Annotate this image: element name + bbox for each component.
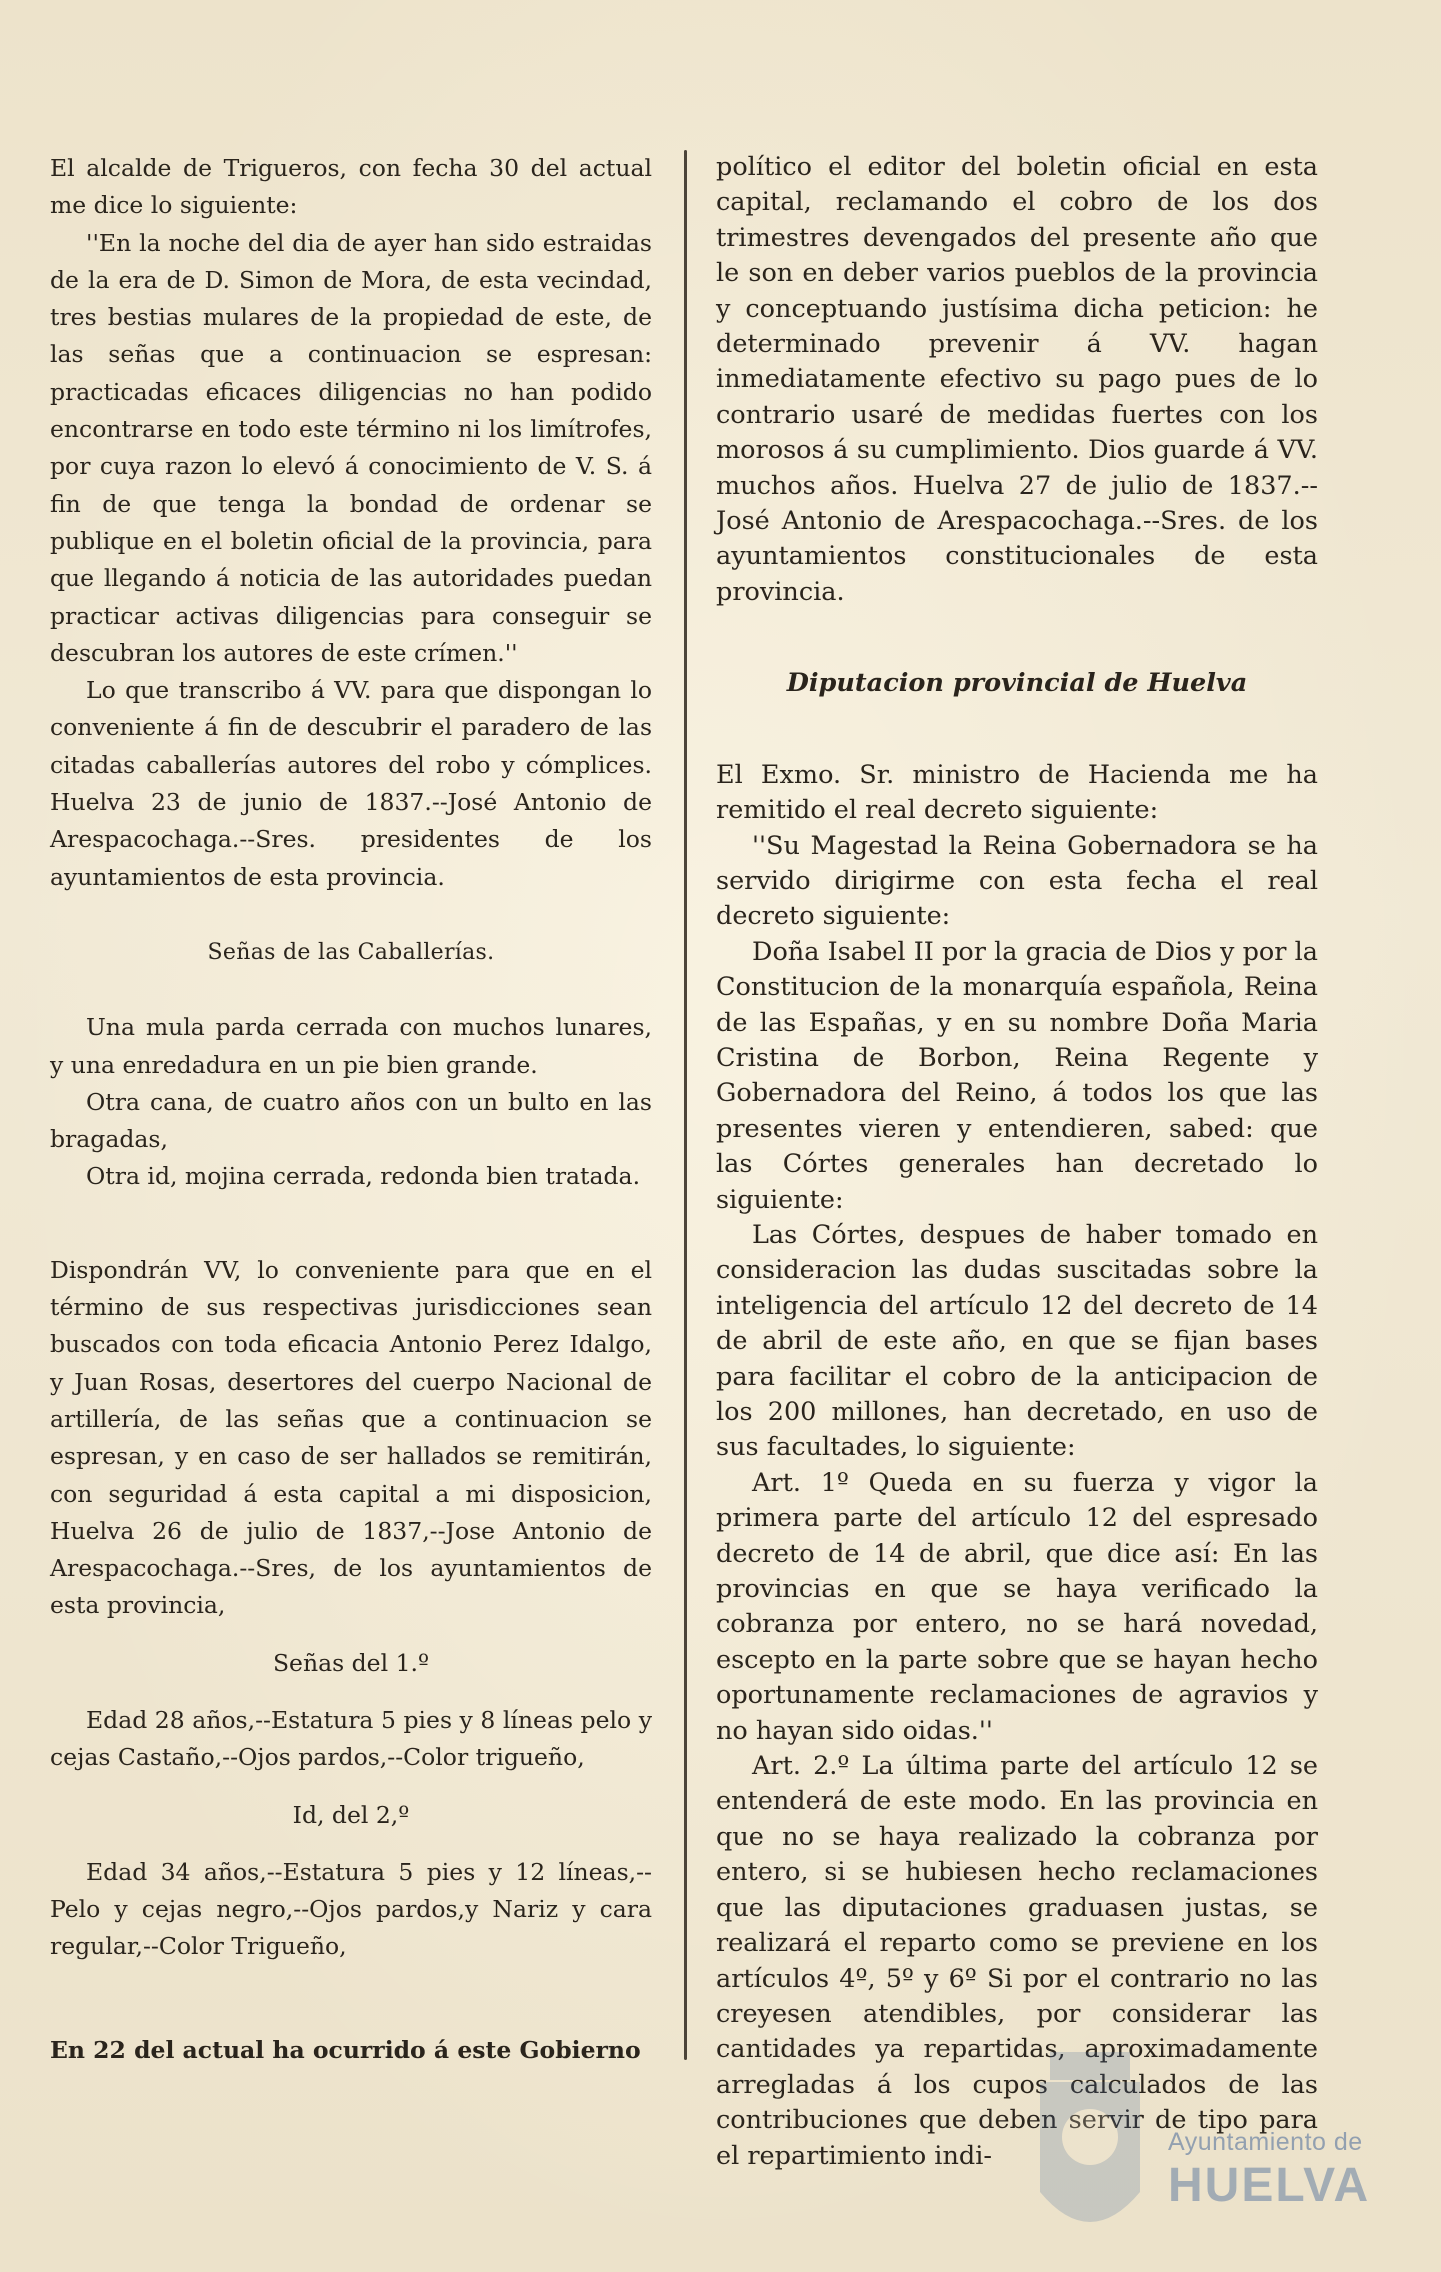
paragraph: En 22 del actual ha ocurrido á este Gobierno [50, 2035, 641, 2064]
paragraph: Lo que transcribo á VV. para que dispongan lo conveniente á fin de descubrir el paradero de las citadas caballerías autores del robo y cómplices. Huelva 23 de junio de 1837.--José Antonio de Arespacochaga.--Sres. presidentes de los ayuntamientos de esta provincia. [50, 676, 652, 891]
left-column [50, 150, 652, 2069]
section-heading: Señas del 1.º [272, 1648, 430, 1677]
list-item: Otra cana, de cuatro años con un bulto en las bragadas, [50, 1087, 652, 1154]
paragraph: Doña Isabel II por la gracia de Dios y por la Constitucion de la monarquía española, Reina de las Españas, y en su nombre Doña Maria Cristina de Borbon, Reina Regente y Gobernadora del Reino, á todos los que las presentes vieren y entendieren, sabed: que las Córtes generales han decretado lo siguiente: [716, 936, 1318, 1215]
paragraph: El Exmo. Sr. ministro de Hacienda me ha remitido el real decreto siguiente: [716, 759, 1318, 826]
list-item: Otra id, mojina cerrada, redonda bien tratada. [86, 1162, 641, 1191]
section-heading: Id, del 2,º [292, 1800, 410, 1829]
paragraph: Art. 1º Queda en su fuerza y vigor la primera parte del artículo 12 del espresado decreto de 14 de abril, que dice así: En las provincias en que se haya verificado la cobranza por entero, no se hará novedad, escepto en la parte sobre que se hayan hecho oportunamente reclamaciones de agravios y no hayan sido oidas.'' [716, 1467, 1318, 1746]
section-heading: Señas de las Caballerías. [207, 939, 495, 965]
paragraph: político el editor del boletin oficial en esta capital, reclamando el cobro de los dos trimestres devengados del presente año que le son en deber varios pueblos de la provincia y conceptuando justísima dicha peticion: he determinado prevenir á VV. hagan inmediatamente efectivo su pago pues de lo contrario usaré de medidas fuertes con los morosos á su cumplimiento. Dios guarde á VV. muchos años. Huelva 27 de julio de 1837.--José Antonio de Arespacochaga.--Sres. de los ayuntamientos constitucionales de esta provincia. [716, 152, 1318, 607]
right-column [716, 150, 1318, 2174]
paragraph: ''Su Magestad la Reina Gobernadora se ha servido dirigirme con esta fecha el real decreto siguiente: [716, 830, 1318, 932]
paragraph: Edad 34 años,--Estatura 5 pies y 12 líneas,--Pelo y cejas negro,--Ojos pardos,y Nariz y cara regular,--Color Trigueño, [50, 1857, 652, 1961]
section-heading: Diputacion provincial de Huelva [786, 668, 1248, 699]
paragraph: ''En la noche del dia de ayer han sido estraidas de la era de D. Simon de Mora, de esta vecindad, tres bestias mulares de la propiedad de este, de las señas que a continuacion se espresan: practicadas eficaces diligencias no han podido encontrarse en todo este término ni los limítrofes, por cuya razon lo elevó á conocimiento de V. S. á fin de que tenga la bondad de ordenar se publique en el boletin oficial de la provincia, para que llegando á noticia de las autoridades puedan practicar activas diligencias para conseguir se descubran los autores de este crímen.'' [50, 228, 652, 667]
paragraph: Art. 2.º La última parte del artículo 12 se entenderá de este modo. En las provincia en que no se haya realizado la cobranza por entero, si se hubiesen hecho reclamaciones que las diputaciones graduasen justas, se realizará el reparto como se previene en los artículos 4º, 5º y 6º Si por el contrario no las creyesen atendibles, por considerar las cantidades ya repartidas, aproximadamente arregladas á los cupos calculados de las contribuciones que deben servir de tipo para el repartimiento indi- [716, 1751, 1318, 2171]
paragraph: Dispondrán VV, lo conveniente para que en el término de sus respectivas jurisdicciones sean buscados con toda eficacia Antonio Perez Idalgo, y Juan Rosas, desertores del cuerpo Nacional de artillería, de las señas que a continuacion se espresan, y en caso de ser hallados se remitirán, con seguridad á esta capital a mi disposicion, Huelva 26 de julio de 1837,--Jose Antonio de Arespacochaga.--Sres, de los ayuntamientos de esta provincia, [50, 1255, 652, 1620]
paragraph: Las Córtes, despues de haber tomado en consideracion las dudas suscitadas sobre la inteligencia del artículo 12 del decreto de 14 de abril de este año, en que se fijan bases para facilitar el cobro de la anticipacion de los 200 millones, han decretado, en uso de sus facultades, lo siguiente: [716, 1219, 1318, 1463]
paragraph: El alcalde de Trigueros, con fecha 30 del actual me dice lo siguiente: [50, 154, 652, 220]
watermark-line-2: HUELVA [1168, 2159, 1371, 2212]
column-divider [684, 150, 687, 2060]
watermark-line-1: Ayuntamiento de [1168, 2128, 1363, 2156]
list-item: Una mula parda cerrada con muchos lunares, y una enredadura en un pie bien grande. [50, 1013, 652, 1079]
paragraph: Edad 28 años,--Estatura 5 pies y 8 líneas pelo y cejas Castaño,--Ojos pardos,--Color trigueño, [50, 1705, 652, 1772]
